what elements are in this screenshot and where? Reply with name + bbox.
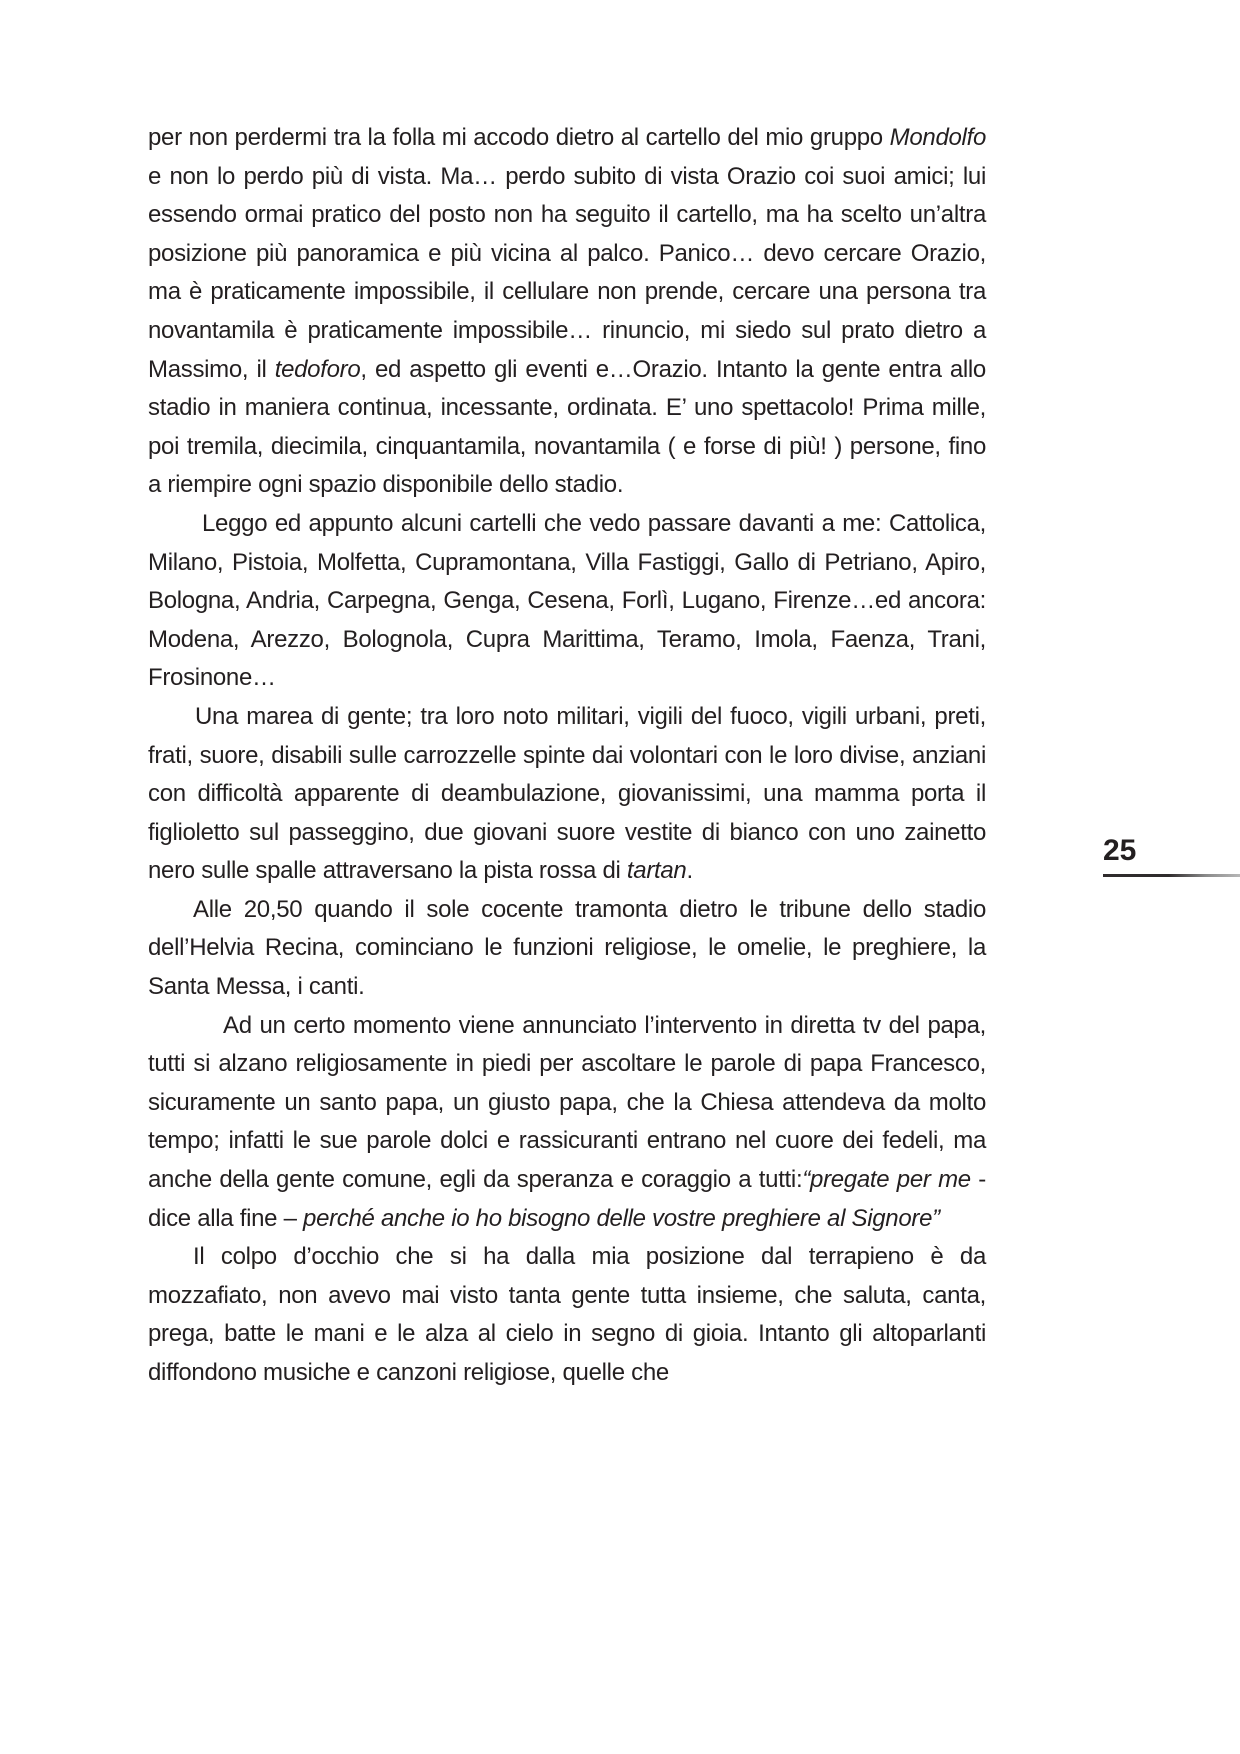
text-run-italic: perché anche io ho bisogno delle vostre preghiere al Signore” (303, 1204, 940, 1232)
text-run: . (686, 857, 693, 885)
text-run: - dice alla fine – (148, 1166, 986, 1232)
paragraph-2 (148, 505, 986, 698)
paragraph-4 (148, 891, 986, 1007)
text-run-italic: Mondolfo (889, 124, 986, 151)
text-run: Leggo ed appunto alcuni cartelli che vedo passare davanti a me: Cattolica, Milano, Pistoia, Molfetta, Cupramontana, Villa Fastiggi, Gallo di Petriano, Apiro, Bologna, Andria, Carpegna, Genga, Cesena, Forlì, Lugano, Firenze…ed ancora: Modena, Arezzo, Bolognola, Cupra Marittima, Teramo, Imola, Faenza, Trani, Frosinone… (148, 509, 986, 692)
text-run-italic: tedoforo (274, 355, 361, 383)
paragraph-5 (148, 1007, 986, 1239)
text-run: per non perdermi tra la folla mi accodo dietro al cartello del mio gruppo (148, 124, 890, 151)
paragraph-3 (148, 698, 986, 891)
text-run: Alle 20,50 quando il sole cocente tramonta dietro le tribune dello stadio dell’Helvia Recina, cominciano le funzioni religiose, le omelie, le preghiere, la Santa Messa, i canti. (148, 895, 986, 1001)
body-text (148, 119, 986, 1393)
text-run: Una marea di gente; tra loro noto militari, vigili del fuoco, vigili urbani, preti, frati, suore, disabili sulle carrozzelle spinte dai volontari con le loro divise, anziani con difficoltà apparente di deambulazione, giovanissimi, una mamma porta il figlioletto sul passeggino, due giovani suore vestite di bianco con uno zainetto nero sulle spalle attraversano la pista rossa di (148, 702, 986, 885)
paragraph-6 (148, 1238, 986, 1392)
text-run: Il colpo d’occhio che si ha dalla mia posizione dal terrapieno è da mozzafiato, non avevo mai visto tanta gente tutta insieme, che saluta, canta, prega, batte le mani e le alza al cielo in segno di gioia. Intanto gli altoparlanti diffondono musiche e canzoni religiose, quelle che (148, 1243, 986, 1386)
text-run-italic: “pregate per me (802, 1166, 971, 1194)
text-run: , ed aspetto gli eventi e…Orazio. Intanto la gente entra allo stadio in maniera continua, incessante, ordinata. E’ uno spettacolo! Prima mille, poi tremila, diecimila, cinquantamila, novantamila ( e forse di più! ) persone, fino a riempire ogni spazio disponibile dello stadio. (148, 355, 986, 499)
page-number: 25 (1103, 834, 1137, 867)
text-run: Ad un certo momento viene annunciato l’intervento in diretta tv del papa, tutti si alzano religiosamente in piedi per ascoltare le parole di papa Francesco, sicuramente un santo papa, un giusto papa, che la Chiesa attendeva da molto tempo; infatti le sue parole dolci e rassicuranti entrano nel cuore dei fedeli, ma anche della gente comune, egli da speranza e coraggio a tutti: (148, 1011, 986, 1194)
text-run-italic: tartan (626, 857, 687, 885)
paragraph-1 (148, 119, 986, 505)
page-number-rule (1103, 874, 1240, 877)
text-run: e non lo perdo più di vista. Ma… perdo subito di vista Orazio coi suoi amici; lui essendo ormai pratico del posto non ha seguito il cartello, ma ha scelto un’altra posizione più panoramica e più vicina al palco. Panico… devo cercare Orazio, ma è praticamente impossibile, il cellulare non prende, cercare una persona tra novantamila è praticamente impossibile… rinuncio, mi siedo sul prato dietro a Massimo, il (148, 162, 986, 383)
